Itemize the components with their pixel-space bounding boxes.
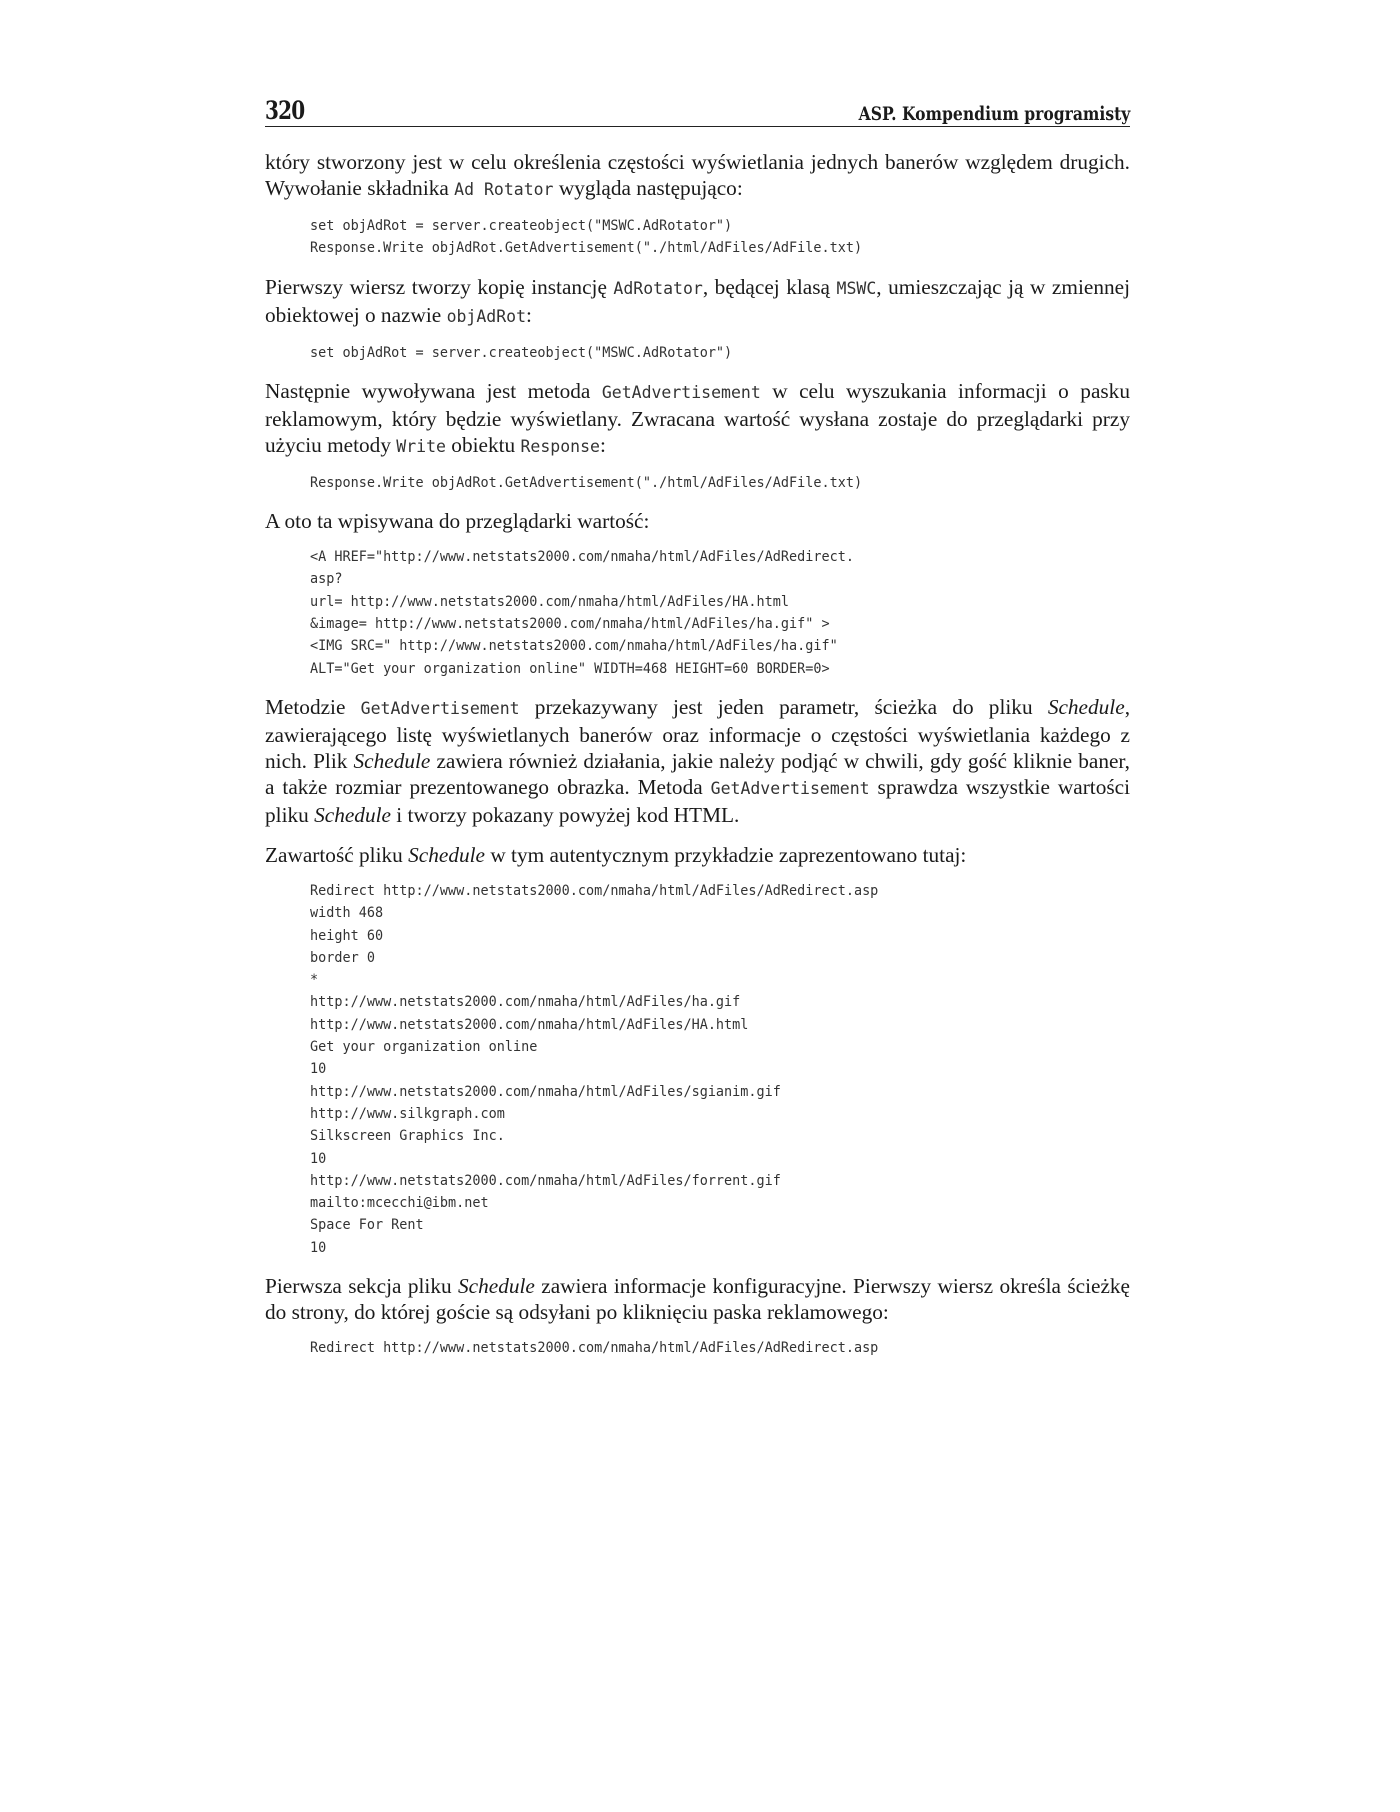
text-segment: sprawdza wszystkie wartości pliku bbox=[265, 774, 1131, 827]
text-segment: Pierwszy wiersz tworzy kopię instancję bbox=[265, 274, 614, 299]
text-segment: : bbox=[526, 302, 532, 327]
emphasis: Schedule bbox=[458, 1274, 535, 1299]
text-segment: w celu wyszukania informacji o pasku reklamowym, który będzie wyświetlany. Zwracana wartość wysłana zostaje do przeglądarki przy użyciu metody bbox=[265, 378, 1130, 457]
inline-code: GetAdvertisement bbox=[601, 382, 761, 402]
emphasis: Schedule bbox=[408, 842, 485, 867]
text-segment: Metodzie bbox=[265, 694, 361, 719]
inline-code: GetAdvertisement bbox=[710, 778, 870, 798]
inline-code: MSWC bbox=[836, 278, 877, 298]
text-segment: zawiera również działania, jakie należy podjąć w chwili, gdy gość kliknie baner, a także rozmiar prezentowanego obrazka. Metoda bbox=[265, 748, 1130, 799]
emphasis: Schedule bbox=[353, 748, 431, 773]
code-block-4: <A HREF="http://www.netstats2000.com/nmaha/html/AdFiles/AdRedirect. asp? url= http://www.netstats2000.com/nmaha/html/AdFiles/HA.html &image= http://www.netstats2000.com/nmaha/html/AdFiles/ha.gif" > <IMG SRC=" http://www.netstats2000.com/nmaha/html/AdFiles/ha.gif" ALT="Get your organization online" WIDTH=468 HEIGHT=60 BORDER=0> bbox=[310, 549, 854, 677]
paragraph-5 bbox=[265, 694, 1130, 828]
emphasis: Schedule bbox=[314, 802, 391, 827]
inline-code: Response bbox=[520, 436, 600, 456]
inline-code: Write bbox=[396, 436, 446, 456]
text-segment: wygląda następująco: bbox=[553, 176, 743, 200]
text-segment: : bbox=[599, 432, 606, 457]
code-block-6: Redirect http://www.netstats2000.com/nmaha/html/AdFiles/AdRedirect.asp bbox=[310, 1340, 879, 1357]
running-title: ASP. Kompendium programisty bbox=[858, 103, 1130, 125]
text-segment: , umieszczając ją w zmiennej obiektowej o nazwie bbox=[265, 274, 1130, 327]
paragraph-4: A oto ta wpisywana do przeglądarki wartość: bbox=[265, 509, 650, 534]
text-segment: , będącej klasą bbox=[702, 274, 837, 299]
emphasis: Schedule bbox=[1047, 694, 1125, 719]
page-header bbox=[265, 98, 1130, 127]
paragraph-2 bbox=[265, 274, 1130, 330]
text-segment: obiektu bbox=[445, 432, 521, 457]
paragraph-3 bbox=[265, 378, 1130, 460]
paragraph-7 bbox=[265, 1273, 1130, 1325]
text-segment: Następnie wywoływana jest metoda bbox=[265, 378, 602, 403]
code-block-2: set objAdRot = server.createobject("MSWC.AdRotator") bbox=[310, 344, 733, 361]
text-segment: w tym autentycznym przykładzie zaprezentowano tutaj: bbox=[485, 842, 967, 867]
inline-code: GetAdvertisement bbox=[360, 698, 520, 718]
code-block-3: Response.Write objAdRot.GetAdvertisement("./html/AdFiles/AdFile.txt) bbox=[310, 474, 863, 491]
text-segment: Pierwsza sekcja pliku bbox=[265, 1274, 458, 1299]
inline-code: Ad Rotator bbox=[454, 180, 554, 199]
text-segment: i tworzy pokazany powyżej kod HTML. bbox=[390, 802, 740, 827]
paragraph-6 bbox=[265, 842, 1130, 868]
code-block-5: Redirect http://www.netstats2000.com/nmaha/html/AdFiles/AdRedirect.asp width 468 height 60 border 0 * http://www.netstats2000.com/nmaha/html/AdFiles/ha.gif http://www.netstats2000.com/nmaha/html/AdFiles/HA.html Get your organization online 10 http://www.netstats2000.com/nmaha/html/AdFiles/sgianim.gif http://www.silkgraph.com Silkscreen Graphics Inc. 10 http://www.netstats2000.com/nmaha/html/AdFiles/forrent.gif mailto:mcecchi@ibm.net Space For Rent 10 bbox=[310, 882, 879, 1256]
inline-code: objAdRot bbox=[446, 306, 527, 326]
code-block-1: set objAdRot = server.createobject("MSWC.AdRotator") Response.Write objAdRot.GetAdvertisement("./html/AdFiles/AdFile.txt) bbox=[310, 218, 863, 257]
text-segment: Zawartość pliku bbox=[265, 842, 409, 867]
inline-code: AdRotator bbox=[613, 278, 703, 298]
text-segment: przekazywany jest jeden parametr, ścieżka do pliku bbox=[519, 694, 1048, 719]
paragraph-1 bbox=[265, 149, 1130, 203]
text-segment: , zawierającego listę wyświetlanych banerów oraz informacje o częstości wyświetlania każdego z nich. Plik bbox=[265, 694, 1131, 773]
book-page bbox=[265, 98, 1130, 1359]
text-segment: który stworzony jest w celu określenia częstości wyświetlania jednych banerów względem drugich. Wywołanie składnika bbox=[265, 150, 1130, 200]
text-segment: zawiera informacje konfiguracyjne. Pierwszy wiersz określa ścieżkę do strony, do której goście są odsyłani po kliknięciu paska reklamowego: bbox=[265, 1274, 1131, 1325]
page-number: 320 bbox=[265, 96, 305, 125]
